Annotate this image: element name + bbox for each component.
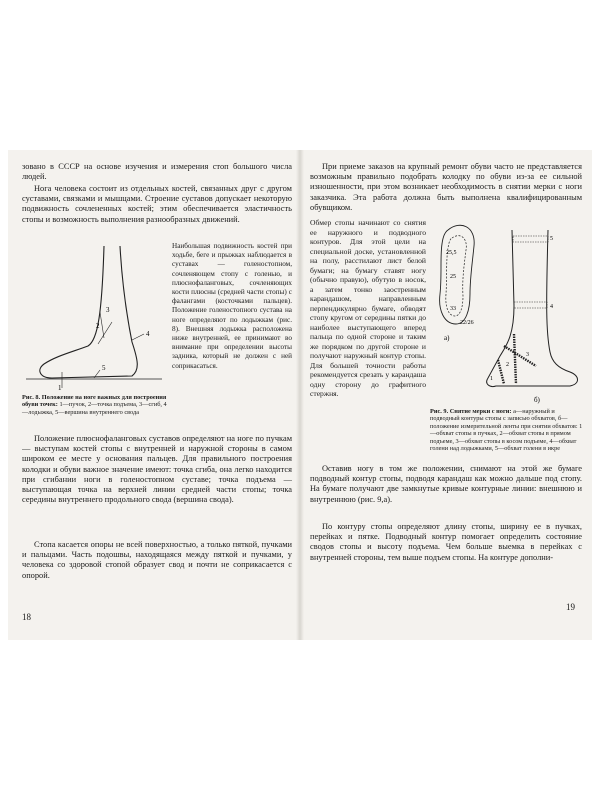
fig9a-number-4: 22/26 bbox=[460, 320, 474, 326]
fig8-caption-title: Рис. 8. Положение на ноге важных для построения обуви точек: bbox=[22, 394, 167, 409]
book-spread bbox=[8, 150, 592, 640]
fig9-caption-body: а—наружный и подводный контуры стопы с записью обхватов, б—положение измерительной ленты при снятии обхватов: 1—обхват стопы в пучках, 2—обхват стопы в прямом подъеме, 3—обхват стопы в косом подъеме, 4—обхват голени над лодыжками, 5—обхват голени в икре bbox=[430, 408, 583, 453]
left-page-number: 18 bbox=[22, 612, 31, 622]
fig9a-number-2: 25 bbox=[450, 274, 456, 280]
fig9a-inner-contour bbox=[446, 236, 466, 316]
fig9-sub-b: б) bbox=[534, 396, 540, 404]
left-para-support: Стопа касается опоры не всей поверхностью, а только пяткой, пучками и пальцами. Часть подошвы, находящаяся между пяткой и пучками, у человека со здоровой стопой образует свод и почти не соприкасается с опорой. bbox=[22, 540, 292, 580]
right-page bbox=[300, 150, 592, 640]
fig8-caption-body: 1—пучок, 2—точка подъема, 3—сгиб, 4—лодыжка, 5—вершина внутреннего свода bbox=[22, 401, 167, 416]
fig9b-tape-4 bbox=[514, 302, 547, 308]
fig8-label-1: 1 bbox=[58, 384, 62, 392]
fig9-caption bbox=[430, 408, 584, 452]
fig9b-label-1: 1 bbox=[490, 376, 493, 382]
fig8-label-2: 2 bbox=[96, 322, 100, 330]
fig8-caption bbox=[22, 394, 167, 416]
fig8-label-5: 5 bbox=[102, 364, 106, 372]
fig9b-label-2: 2 bbox=[506, 362, 509, 368]
fig9-drawing bbox=[430, 216, 586, 406]
fig8-foot-drawing bbox=[22, 242, 167, 392]
fig9a-number-3: 33 bbox=[450, 306, 456, 312]
left-page bbox=[8, 150, 300, 640]
right-page-number: 19 bbox=[566, 602, 575, 612]
left-para-position: Положение плюснофаланговых суставов определяют на ноге по пучкам — выступам костей стопы с внутренней и наружной стороны в самом широком ее месте у основания пальцев. Для правильного построения колодки и обуви важное значение имеют: точка сгиба, она легко находится при сгибании ноги в голеностопном суставе; точка подъема — выступающая точка на верхней линии средней части стопы; точка середины внутреннего продольного свода (вершина свода). bbox=[22, 434, 292, 505]
left-para-mobility: Наибольшая подвижность костей при ходьбе, беге и прыжках наблюдается в суставах — голеностопном, сочленяющем стопу с голенью, и плюснофаланговых, сочленяющих кости плюсны (средней части стопы) с фалангами (косточками пальцев). Положение голеностопного сустава на ноге определяют по лодыжкам (рис. 8). Внешняя лодыжка расположена ниже внутренней, ее принимают во внимание при определении высоты задника, который не должен с ней соприкасаться. bbox=[172, 242, 292, 370]
right-para-measure: Обмер стопы начинают со снятия ее наружного и подводного контуров. Для этой цели на специальной доске, установленной на полу, расстилают лист белой бумаги; на бумагу ставят ногу (обычно правую), обутую в носок, а затем тонко заостренным карандашом, направленным перпендикулярно бумаге, обводят стопу кругом от середины пятки до наиболее выступающего вперед пальца по одной стороне и таким же порядком по другой стороне и получают наружный контур стопы. Для большей точности работы рекомендуется срезать у карандаша одну сторону до графитного стержня. bbox=[310, 218, 426, 398]
fig9b-label-5: 5 bbox=[550, 236, 553, 242]
fig8-foot-outline bbox=[40, 246, 137, 378]
left-para-top: зовано в СССР на основе изучения и измерения стоп большого числа людей. bbox=[22, 162, 292, 182]
fig9b-label-3: 3 bbox=[526, 352, 529, 358]
right-para-orders: При приеме заказов на крупный ремонт обуви часто не представляется возможным правильно подобрать колодку по обуви из-за ее сильной изношенности, при этом возникает необходимость в снятии мерки с ноги заказчика. Эта работа должна быть выполнена квалифицированным обувщиком. bbox=[310, 162, 582, 212]
fig8-label-4: 4 bbox=[146, 330, 150, 338]
right-para-outline: Оставив ногу в том же положении, снимают на этой же бумаге подводный контур стопы, подводя карандаш как можно дальше под стопу. На бумаге получают две замкнутые кривые контурные линии: внешнюю и внутреннюю (рис. 9,а). bbox=[310, 464, 582, 504]
fig9b-tape-5 bbox=[513, 236, 548, 242]
fig9a-number-1: 25,5 bbox=[446, 250, 457, 256]
right-para-length: По контуру стопы определяют длину стопы, ширину ее в пучках, перейках и пятке. Подводный контур помогает определить состояние сводов стопы и высоту подъема. Чем больше выемка в перейках с внутренней стороны, тем выше подъем стопы. На контуре дополни- bbox=[310, 522, 582, 562]
fig9-sub-a: а) bbox=[444, 334, 450, 342]
fig9b-label-4: 4 bbox=[550, 304, 553, 310]
left-para-bones: Нога человека состоит из отдельных костей, связанных друг с другом суставами, связками и мышцами. Строение суставов допускает некоторую подвижность сочлененных костей; этим обеспечивается эластичность стопы и возможность выполнения разнообразных движений. bbox=[22, 184, 292, 224]
fig9a-outer-contour bbox=[440, 225, 475, 324]
fig9-caption-title: Рис. 9. Снятие мерки с ноги: bbox=[430, 408, 512, 415]
fig8-label-3: 3 bbox=[106, 306, 110, 314]
